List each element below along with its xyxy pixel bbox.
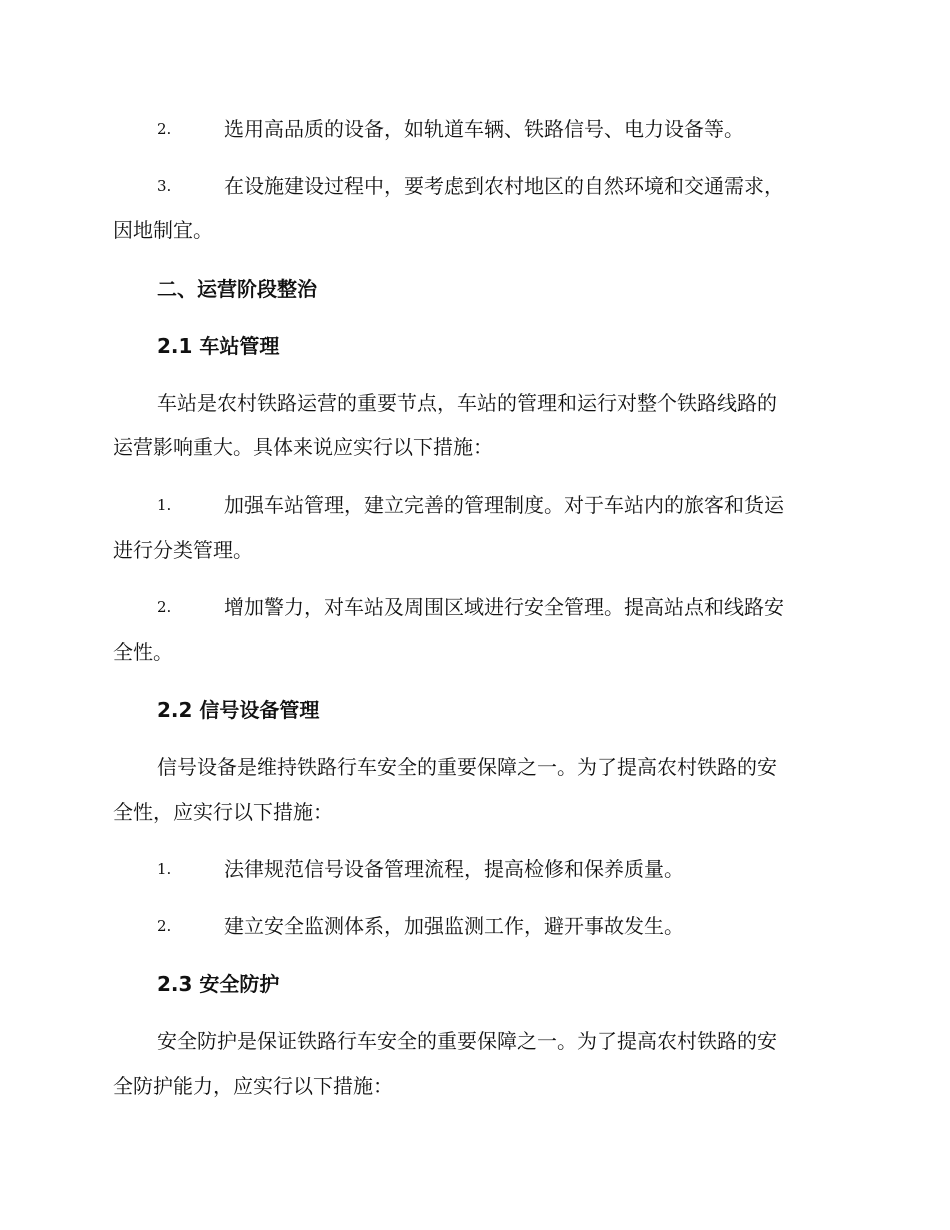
subsection-heading: 2.2 信号设备管理	[157, 698, 320, 722]
list-number: 2.	[157, 120, 172, 138]
list-item-text: 法律规范信号设备管理流程，提高检修和保养质量。	[224, 857, 684, 881]
list-item-text: 建立安全监测体系，加强监测工作，避开事故发生。	[224, 914, 684, 938]
list-item-continuation: 进行分类管理。	[113, 538, 253, 562]
section-heading: 二、运营阶段整治	[157, 277, 317, 301]
list-item-text: 在设施建设过程中，要考虑到农村地区的自然环境和交通需求，	[224, 174, 784, 198]
list-number: 2.	[157, 598, 172, 616]
list-item-continuation: 全性。	[113, 640, 173, 664]
paragraph-line: 全防护能力，应实行以下措施：	[113, 1074, 393, 1098]
list-item-text: 增加警力，对车站及周围区域进行安全管理。提高站点和线路安	[224, 595, 784, 619]
list-number: 1.	[157, 496, 172, 514]
paragraph-line: 信号设备是维持铁路行车安全的重要保障之一。为了提高农村铁路的安	[157, 755, 777, 779]
paragraph-line: 全性，应实行以下措施：	[113, 800, 333, 824]
list-item-continuation: 因地制宜。	[113, 218, 213, 242]
paragraph-line: 车站是农村铁路运营的重要节点，车站的管理和运行对整个铁路线路的	[157, 391, 777, 415]
subsection-heading: 2.3 安全防护	[157, 972, 280, 996]
paragraph-line: 运营影响重大。具体来说应实行以下措施：	[113, 435, 493, 459]
list-number: 3.	[157, 177, 172, 195]
paragraph-line: 安全防护是保证铁路行车安全的重要保障之一。为了提高农村铁路的安	[157, 1029, 777, 1053]
list-item-text: 加强车站管理，建立完善的管理制度。对于车站内的旅客和货运	[224, 493, 784, 517]
list-number: 2.	[157, 917, 172, 935]
list-item-text: 选用高品质的设备，如轨道车辆、铁路信号、电力设备等。	[224, 117, 744, 141]
subsection-heading: 2.1 车站管理	[157, 334, 280, 358]
list-number: 1.	[157, 860, 172, 878]
